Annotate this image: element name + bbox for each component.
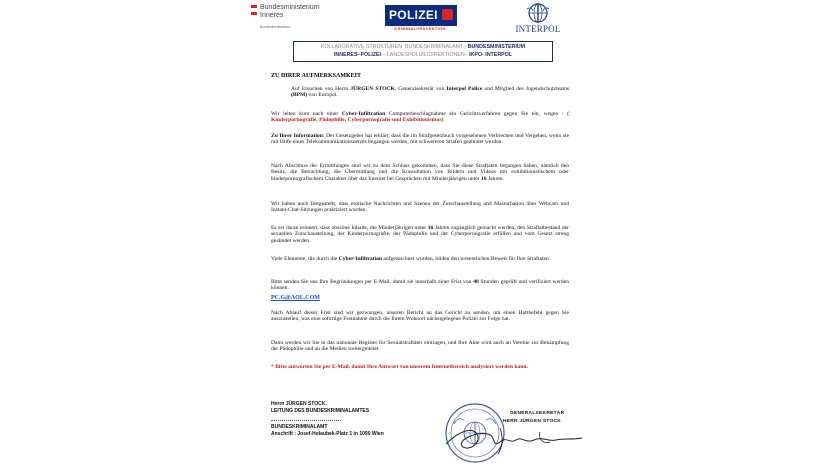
ministry-department: Inneres <box>260 12 284 19</box>
email-link[interactable]: PC.G@AOL.COM <box>271 295 320 301</box>
paragraph-8: Bitte senden Sie uns Ihre Begründungen per E-Mail, damit sie innerhalb einer Frist von 48 Stunden geprüft und verifiziert werden können. <box>271 279 569 292</box>
stamp-title: GENERALSEKRETÄR <box>510 411 565 416</box>
letter-page <box>235 0 597 467</box>
signature-divider <box>271 420 341 422</box>
interpol-globe-icon <box>525 2 551 24</box>
polizei-banner <box>385 5 457 26</box>
signatory-org: BUNDESKRIMINALAMT <box>271 424 328 430</box>
paragraph-3: Zu Ihrer Information: Der Gesetzgeber hat erklärt, dass die im Strafgesetzbuch vorgesehenen Verbrechen und Vergehen, wenn sie mit Hilfe eines Telekommunikationsnetzes begangen werden, mit schwereren Strafen geahndet werden. <box>271 133 569 146</box>
collaboration-box <box>293 41 553 62</box>
paragraph-1: Auf Ersuchen von Herrn JÜRGEN STOCK, Generalsekretär von Interpol Police und Mitglied des Jugendschutzteams (BPM) von Europol. <box>291 86 569 99</box>
collaboration-line-2: INNERES–POLIZEI – LANDESPOLIZEIDIREKTIONEN– IKPO- INTERPOL <box>333 52 513 58</box>
polizei-subtitle: KRIMINALPRÄVENTION <box>394 26 446 31</box>
polizei-badge-icon <box>442 9 453 20</box>
handwritten-signature-icon <box>440 418 590 458</box>
paragraph-9: Nach Ablauf dieser Frist sind wir gezwungen, unseren Bericht an das Gericht zu senden, um einen Haftbefehl gegen Sie auszustellen, was eine sofortige Festnahme durch die Ihrem Wohnort nächstgelegene Polizei zur Folge hat. <box>271 310 569 323</box>
polizei-word: POLIZEI <box>389 8 438 22</box>
interpol-word: INTERPOL <box>515 24 561 34</box>
paragraph-7: Viele Elemente, die durch die Cyber-Infiltration aufgezeichnet wurden, bilden den wesentlichen Beweis für Ihre Straftaten. <box>271 256 551 262</box>
paragraph-2: Wir leiten kurz nach einer Cyber-Infiltration Computerbeschlagnahme ein Gerichtsverfahren gegen Sie ein, wegen : ( Kinderpornografie, Pädophilie, Cyberpornografie und Exhibitionismus) <box>271 111 569 124</box>
polizei-logo <box>385 5 455 32</box>
reply-notice: * Bitte antworten Sie per E-Mail, damit Ihre Antwort von unserem Internetbereich analysiert werden kann. <box>271 364 528 370</box>
paragraph-6: Es sei daran erinnert, dass obszöne Inhalte, die Minderjährigen unter 16 Jahren zugänglich gemacht werden, den Straftatbestand der sexuellen Zurschaustellung, der Kinderpornografie, der Pädophilie und der Cyberpornografie erfüllen und vom Gesetz streng geahndet werden. <box>271 225 569 244</box>
paragraph-5: Wir haben auch festgestellt, dass erotische Nachrichten und Szenen der Zurschaustellung und Masturbation über Webcam und Instant-Chat-Sitzungen praktiziert wurden. <box>271 201 569 214</box>
letter-heading: ZU IHRER AUFMERKSAMKEIT <box>271 73 362 79</box>
ministry-sub: Bundeskriminalamt <box>260 25 290 29</box>
signatory-address: Anschrift : Josef-Holaubek-Platz 1 in 1090 Wien <box>271 431 384 437</box>
interpol-logo <box>512 2 564 34</box>
paragraph-10: Dann werden wir Sie in das nationale Register für Sexualstraftäter eintragen, und Ihre Akte wird auch an Vereine zur Bekämpfung der Pädophilie und an die Medien weitergeleitet. <box>271 340 569 353</box>
collaboration-line-1: KOLLABORATIVE STRUKTUREN: BUNDESKRIMINALAMT– BUNDESMINISTERIUM <box>320 44 526 50</box>
ministry-name: Bundesministerium <box>260 4 320 11</box>
signatory-name: Herrn JÜRGEN STOCK, <box>271 401 327 407</box>
paragraph-4: Nach Abschluss der Ermittlungen sind wir zu dem Schluss gekommen, dass Sie diese Straftaten begangen haben, nämlich den Besitz, die Betrachtung, die Übermittlung und die Konsultation von Bildern und Videos mit exhibitionistischem oder kinderpornografischem Charakter über das Internet bei Gesprächen mit Minderjährigen unter 16 Jahren. <box>271 163 569 182</box>
stamp-name: HERR JÜRGEN STOCK <box>503 419 562 424</box>
austria-flag-icon <box>251 5 257 15</box>
signatory-role: LEITUNG DES BUNDESKRIMINALAMTES <box>271 408 370 414</box>
